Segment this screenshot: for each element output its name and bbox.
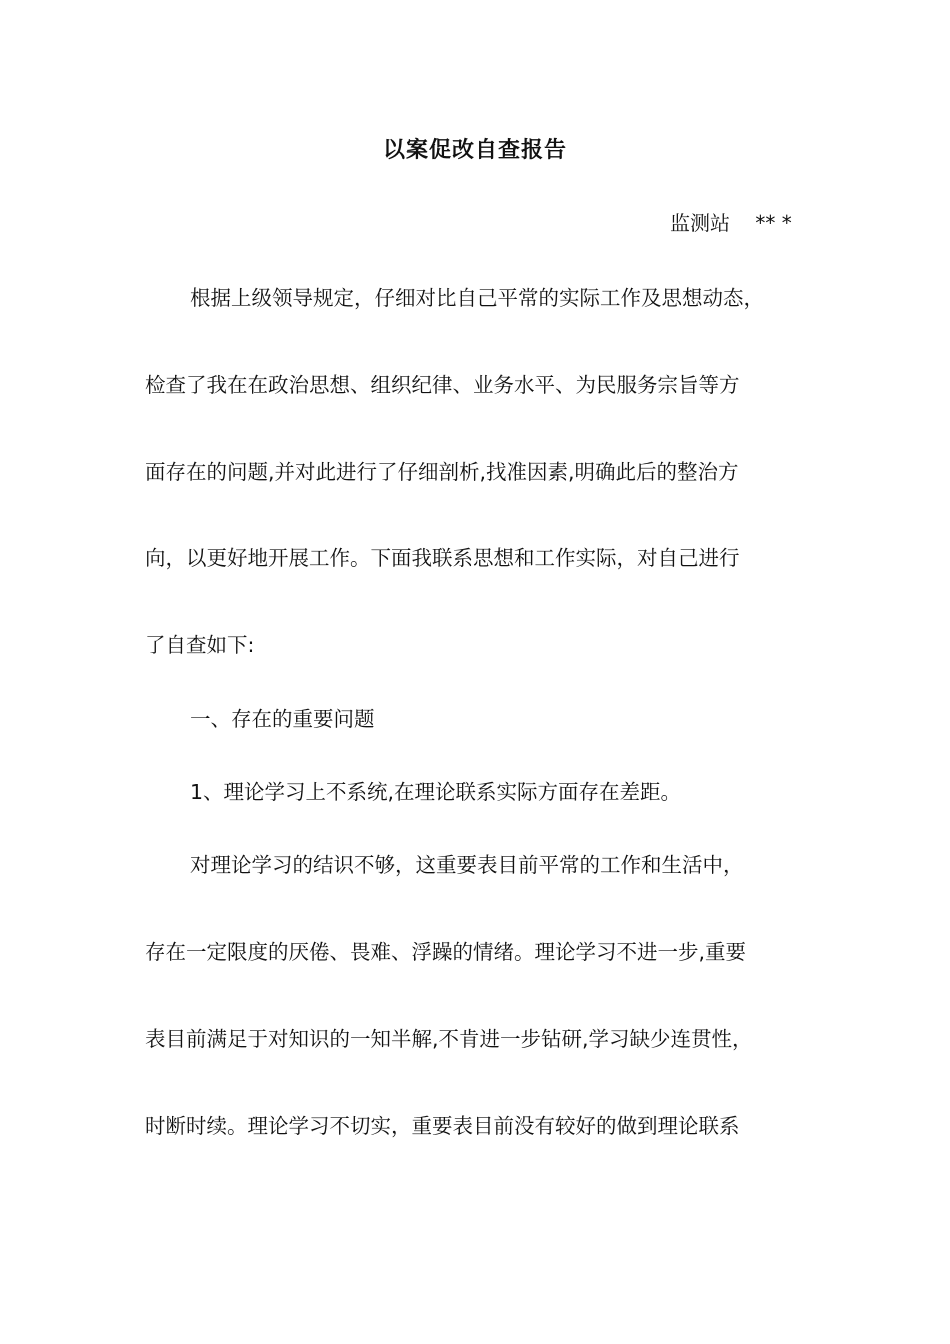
paragraph-line: 面存在的问题,并对此进行了仔细剖析,找准因素,明确此后的整治方 xyxy=(145,460,739,484)
paragraph-line: 存在一定限度的厌倦、畏难、浮躁的情绪。理论学习不进一步,重要 xyxy=(145,940,747,964)
paragraph-line: 向，以更好地开展工作。下面我联系思想和工作实际，对自己进行 xyxy=(145,546,740,570)
section-heading: 一、存在的重要问题 xyxy=(190,707,375,731)
paragraph-line: 根据上级领导规定，仔细对比自己平常的实际工作及思想动态， xyxy=(190,286,764,310)
paragraph-line: 了自查如下: xyxy=(145,633,255,657)
paragraph-line: 表目前满足于对知识的一知半解,不肯进一步钻研,学习缺少连贯性， xyxy=(145,1027,753,1051)
subsection-heading: 1、理论学习上不系统,在理论联系实际方面存在差距。 xyxy=(190,780,682,804)
paragraph-line: 对理论学习的结识不够，这重要表目前平常的工作和生活中， xyxy=(190,853,744,877)
paragraph-line: 检查了我在在政治思想、组织纪律、业务水平、为民服务宗旨等方 xyxy=(145,373,740,397)
paragraph-line: 时断时续。理论学习不切实，重要表目前没有较好的做到理论联系 xyxy=(145,1114,740,1138)
document-title: 以案促改自查报告 xyxy=(382,138,567,163)
author-line: 监测站 ** * xyxy=(670,211,792,235)
